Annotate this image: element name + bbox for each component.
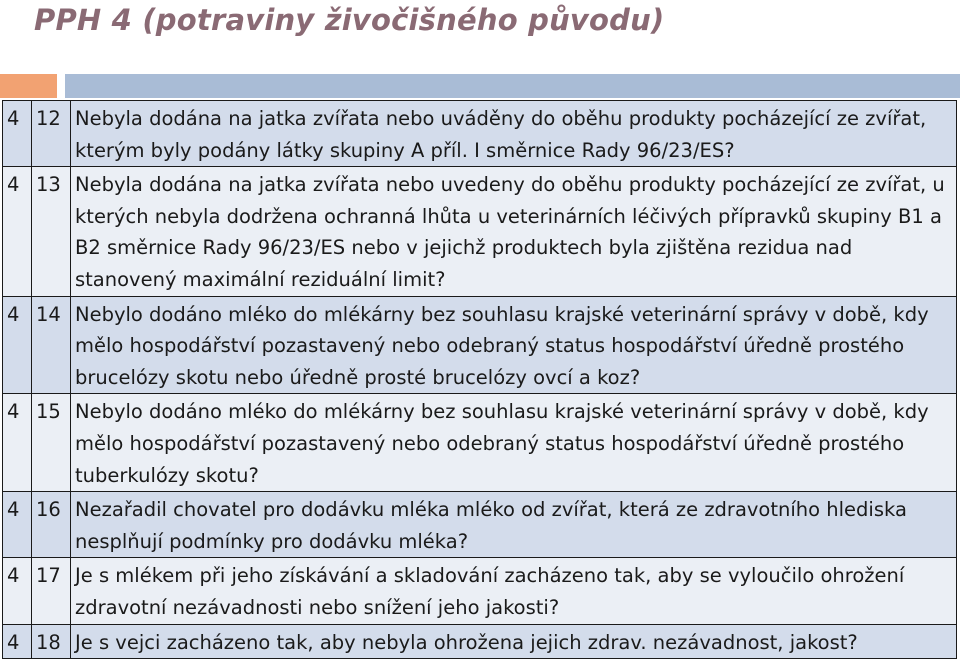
row-text: Nebylo dodáno mléko do mlékárny bez souhlasu krajské veterinární správy v době, kdy mělo hospodářství pozastavený nebo odebraný status hospodářství úředně prostého brucelózy skotu nebo úředně prosté brucelózy ovcí a koz? bbox=[71, 296, 957, 394]
row-number: 4 bbox=[3, 101, 32, 167]
row-code: 14 bbox=[32, 296, 71, 394]
row-number: 4 bbox=[3, 558, 32, 624]
row-text: Nebylo dodáno mléko do mlékárny bez souhlasu krajské veterinární správy v době, kdy mělo hospodářství pozastavený nebo odebraný status hospodářství úředně prostého tuberkulózy skotu? bbox=[71, 394, 957, 492]
row-number: 4 bbox=[3, 492, 32, 558]
row-code: 15 bbox=[32, 394, 71, 492]
table-row bbox=[3, 394, 957, 492]
row-number: 4 bbox=[3, 167, 32, 296]
table-row bbox=[3, 624, 957, 659]
row-text: Je s mlékem při jeho získávání a skladování zacházeno tak, aby se vyloučilo ohrožení zdravotní nezávadnosti nebo snížení jeho jakosti? bbox=[71, 558, 957, 624]
table-row bbox=[3, 296, 957, 394]
accent-bar-orange bbox=[0, 74, 57, 98]
row-text: Nezařadil chovatel pro dodávku mléka mléko od zvířat, která ze zdravotního hlediska nesplňují podmínky pro dodávku mléka? bbox=[71, 492, 957, 558]
row-code: 13 bbox=[32, 167, 71, 296]
row-code: 12 bbox=[32, 101, 71, 167]
table-row bbox=[3, 558, 957, 624]
row-number: 4 bbox=[3, 624, 32, 659]
row-text: Nebyla dodána na jatka zvířata nebo uváděny do oběhu produkty pocházející ze zvířat, kterým byly podány látky skupiny A příl. I směrnice Rady 96/23/ES? bbox=[71, 101, 957, 167]
row-text: Je s vejci zacházeno tak, aby nebyla ohrožena jejich zdrav. nezávadnost, jakost? bbox=[71, 624, 957, 659]
row-text: Nebyla dodána na jatka zvířata nebo uvedeny do oběhu produkty pocházející ze zvířat, u kterých nebyla dodržena ochranná lhůta u veterinárních léčivých přípravků skupiny B1 a B2 směrnice Rady 96/23/ES nebo v jejichž produktech byla zjištěna rezidua nad stanovený maximální reziduální limit? bbox=[71, 167, 957, 296]
row-code: 18 bbox=[32, 624, 71, 659]
page-title: PPH 4 (potraviny živočišného původu) bbox=[34, 3, 665, 37]
accent-bar-blue bbox=[65, 74, 960, 98]
row-code: 16 bbox=[32, 492, 71, 558]
table-row bbox=[3, 101, 957, 167]
row-number: 4 bbox=[3, 394, 32, 492]
table-row bbox=[3, 492, 957, 558]
table-row bbox=[3, 167, 957, 296]
row-code: 17 bbox=[32, 558, 71, 624]
requirements-table bbox=[2, 100, 957, 659]
row-number: 4 bbox=[3, 296, 32, 394]
